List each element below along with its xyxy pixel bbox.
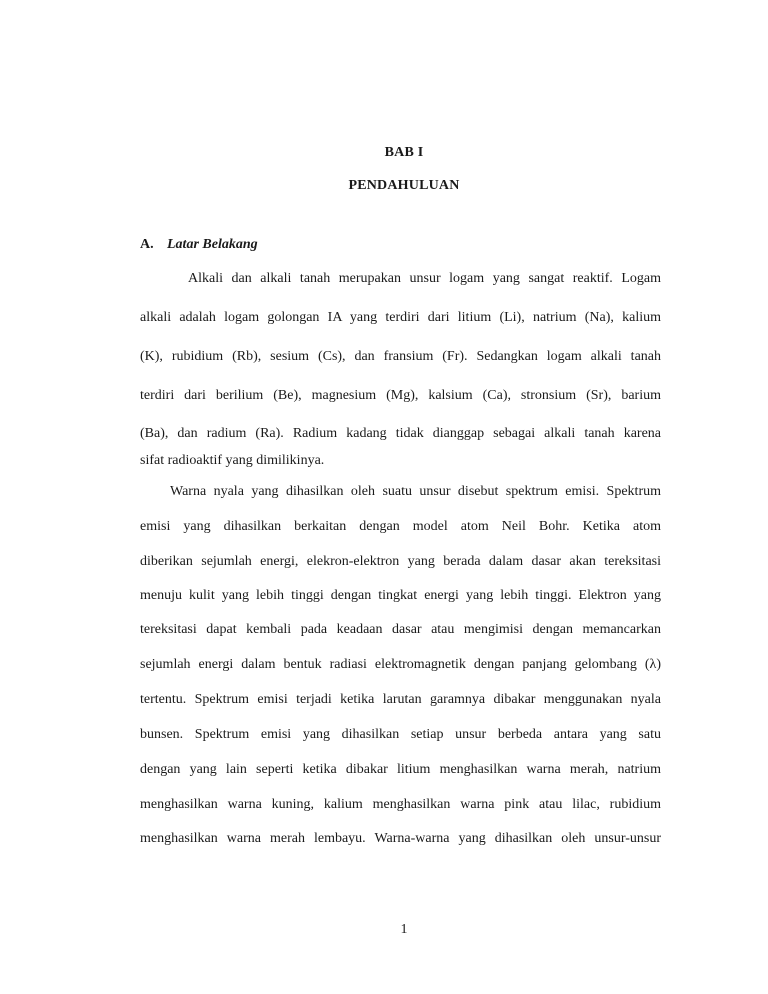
- paragraph-line: sejumlah energi dalam bentuk radiasi elektromagnetik dengan panjang gelombang (λ): [140, 657, 661, 672]
- paragraph-line: menghasilkan warna merah lembayu. Warna-warna yang dihasilkan oleh unsur-unsur: [140, 831, 661, 846]
- paragraph-line: Warna nyala yang dihasilkan oleh suatu unsur disebut spektrum emisi. Spektrum: [170, 484, 661, 499]
- paragraph-line: menuju kulit yang lebih tinggi dengan tingkat energi yang lebih tinggi. Elektron yang: [140, 588, 661, 603]
- paragraph-line: dengan yang lain seperti ketika dibakar litium menghasilkan warna merah, natrium: [140, 762, 661, 777]
- section-title: Latar Belakang: [167, 237, 258, 252]
- paragraph-line: (Ba), dan radium (Ra). Radium kadang tidak dianggap sebagai alkali tanah karena: [140, 426, 661, 441]
- paragraph-line: Alkali dan alkali tanah merupakan unsur logam yang sangat reaktif. Logam: [188, 271, 661, 286]
- paragraph-line: sifat radioaktif yang dimilikinya.: [140, 453, 325, 468]
- paragraph-line: alkali adalah logam golongan IA yang terdiri dari litium (Li), natrium (Na), kalium: [140, 310, 661, 325]
- paragraph-line: (K), rubidium (Rb), sesium (Cs), dan fransium (Fr). Sedangkan logam alkali tanah: [140, 349, 661, 364]
- paragraph-line: terdiri dari berilium (Be), magnesium (Mg), kalsium (Ca), stronsium (Sr), barium: [140, 388, 661, 403]
- paragraph-line: menghasilkan warna kuning, kalium menghasilkan warna pink atau lilac, rubidium: [140, 797, 661, 812]
- paragraph-line: diberikan sejumlah energi, elekron-elektron yang berada dalam dasar akan tereksitasi: [140, 554, 661, 569]
- paragraph-line: emisi yang dihasilkan berkaitan dengan model atom Neil Bohr. Ketika atom: [140, 519, 661, 534]
- chapter-title: PENDAHULUAN: [348, 178, 460, 193]
- chapter-number: BAB I: [384, 145, 424, 160]
- paragraph-line: tereksitasi dapat kembali pada keadaan dasar atau mengimisi dengan memancarkan: [140, 622, 661, 637]
- page-number: 1: [400, 922, 408, 937]
- section-label: A.: [140, 237, 154, 252]
- paragraph-line: tertentu. Spektrum emisi terjadi ketika larutan garamnya dibakar menggunakan nyala: [140, 692, 661, 707]
- section-heading: [140, 237, 258, 253]
- paragraph-line: bunsen. Spektrum emisi yang dihasilkan setiap unsur berbeda antara yang satu: [140, 727, 661, 742]
